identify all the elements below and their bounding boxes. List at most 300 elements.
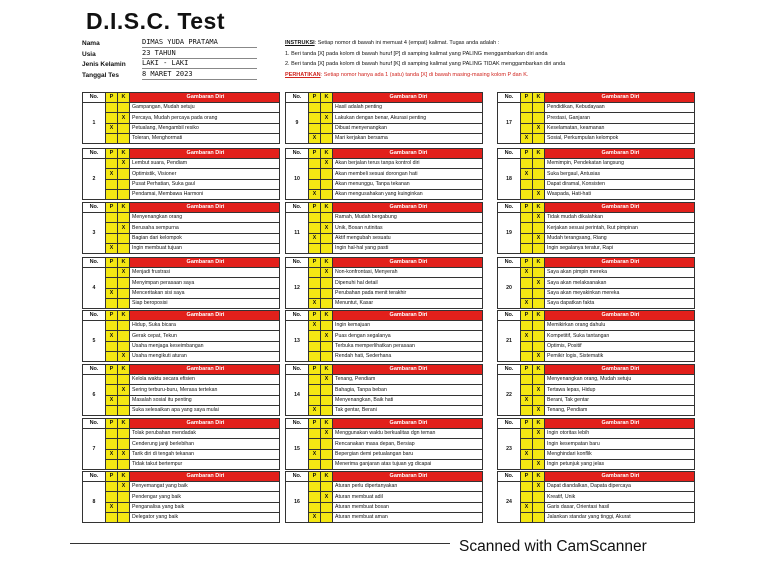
p-mark-cell[interactable]	[309, 213, 321, 223]
p-mark-cell[interactable]: X	[309, 233, 321, 243]
k-mark-cell[interactable]: X	[321, 113, 333, 123]
k-mark-cell[interactable]	[118, 512, 130, 522]
p-mark-cell[interactable]	[521, 375, 533, 385]
header-k: K	[321, 365, 333, 375]
p-mark-cell[interactable]	[309, 123, 321, 133]
header-k: K	[321, 149, 333, 159]
p-mark-cell[interactable]	[106, 512, 118, 522]
k-mark-cell[interactable]: X	[321, 375, 333, 385]
p-mark-cell[interactable]	[309, 439, 321, 449]
statement-text: Bepergian demi petualangan baru	[333, 449, 483, 459]
p-mark-cell[interactable]	[521, 103, 533, 113]
k-mark-cell[interactable]: X	[321, 492, 333, 502]
p-mark-cell[interactable]	[521, 482, 533, 492]
k-mark-cell[interactable]	[118, 189, 130, 199]
k-mark-cell[interactable]	[118, 123, 130, 133]
statement-row	[83, 502, 280, 512]
statement-row	[498, 243, 695, 253]
p-mark-cell[interactable]: X	[309, 298, 321, 308]
k-mark-cell[interactable]	[533, 298, 545, 308]
p-mark-cell[interactable]: X	[106, 169, 118, 179]
statement-row	[83, 395, 280, 405]
k-mark-cell[interactable]	[118, 331, 130, 341]
question-block-15	[285, 418, 483, 470]
p-mark-cell[interactable]	[106, 133, 118, 143]
p-mark-cell[interactable]	[309, 385, 321, 395]
k-mark-cell[interactable]: X	[533, 429, 545, 439]
k-mark-cell[interactable]	[533, 512, 545, 522]
k-mark-cell[interactable]: X	[118, 113, 130, 123]
statement-text: Jalankan standar yang tinggi, Akurat	[545, 512, 695, 522]
p-mark-cell[interactable]	[106, 375, 118, 385]
k-mark-cell[interactable]: X	[118, 223, 130, 233]
k-mark-cell[interactable]: X	[321, 268, 333, 278]
k-mark-cell[interactable]: X	[533, 385, 545, 395]
k-mark-cell[interactable]	[533, 103, 545, 113]
p-mark-cell[interactable]	[309, 395, 321, 405]
k-mark-cell[interactable]	[321, 439, 333, 449]
k-mark-cell[interactable]: X	[533, 459, 545, 469]
statement-row	[498, 341, 695, 351]
k-mark-cell[interactable]	[118, 233, 130, 243]
k-mark-cell[interactable]	[533, 179, 545, 189]
p-mark-cell[interactable]	[309, 179, 321, 189]
p-mark-cell[interactable]	[309, 429, 321, 439]
k-mark-cell[interactable]	[118, 288, 130, 298]
statement-text: Menjadi frustrasi	[130, 268, 280, 278]
p-mark-cell[interactable]: X	[309, 449, 321, 459]
p-mark-cell[interactable]	[521, 278, 533, 288]
p-mark-cell[interactable]	[521, 233, 533, 243]
statement-text: Berusaha sempurna	[130, 223, 280, 233]
p-mark-cell[interactable]: X	[521, 395, 533, 405]
statement-row	[83, 223, 280, 233]
statement-text: Unik, Bosan rutinitas	[333, 223, 483, 233]
statement-text: Menyenangkan orang, Mudah setuju	[545, 375, 695, 385]
k-mark-cell[interactable]	[533, 449, 545, 459]
p-mark-cell[interactable]	[106, 278, 118, 288]
statement-text: Ingin hal-hal yang pasti	[333, 243, 483, 253]
question-table	[285, 471, 483, 523]
k-mark-cell[interactable]	[321, 213, 333, 223]
header-no: No.	[498, 149, 521, 159]
question-block-18	[497, 148, 695, 200]
k-mark-cell[interactable]	[533, 288, 545, 298]
k-mark-cell[interactable]	[118, 395, 130, 405]
k-mark-cell[interactable]	[118, 278, 130, 288]
k-mark-cell[interactable]	[118, 439, 130, 449]
k-mark-cell[interactable]	[533, 375, 545, 385]
p-mark-cell[interactable]	[521, 113, 533, 123]
statement-row	[498, 449, 695, 459]
statement-row	[498, 123, 695, 133]
k-mark-cell[interactable]	[321, 169, 333, 179]
statement-text: Pemikir logis, Sistematik	[545, 351, 695, 361]
statement-row	[83, 341, 280, 351]
statement-text: Prestasi, Ganjaran	[545, 113, 695, 123]
statement-text: Optimis, Positif	[545, 341, 695, 351]
k-mark-cell[interactable]: X	[533, 189, 545, 199]
p-mark-cell[interactable]: X	[521, 298, 533, 308]
k-mark-cell[interactable]	[533, 223, 545, 233]
k-mark-cell[interactable]: X	[118, 385, 130, 395]
p-mark-cell[interactable]	[106, 233, 118, 243]
table-header-row	[286, 365, 483, 375]
k-mark-cell[interactable]	[533, 395, 545, 405]
p-mark-cell[interactable]: X	[521, 331, 533, 341]
question-block-24	[497, 471, 695, 523]
p-mark-cell[interactable]	[309, 375, 321, 385]
instructions-heading-rest: : Setiap nomor di bawah ini memuat 4 (empat) kalimat. Tugas anda adalah :	[314, 40, 500, 46]
p-mark-cell[interactable]	[106, 405, 118, 415]
p-mark-cell[interactable]	[309, 288, 321, 298]
k-mark-cell[interactable]	[118, 103, 130, 113]
p-mark-cell[interactable]: X	[106, 123, 118, 133]
instructions-heading-line	[285, 38, 693, 49]
k-mark-cell[interactable]	[533, 321, 545, 331]
k-mark-cell[interactable]	[118, 133, 130, 143]
statement-row	[83, 375, 280, 385]
statement-row	[286, 375, 483, 385]
statement-text: Delegator yang baik	[130, 512, 280, 522]
p-mark-cell[interactable]	[521, 405, 533, 415]
question-table	[285, 92, 483, 144]
header-statement: Gambaran Diri	[130, 472, 280, 482]
k-mark-cell[interactable]	[533, 439, 545, 449]
table-header-row	[83, 93, 280, 103]
statement-row	[498, 375, 695, 385]
header-p: P	[309, 419, 321, 429]
p-mark-cell[interactable]	[106, 341, 118, 351]
p-mark-cell[interactable]	[106, 268, 118, 278]
p-mark-cell[interactable]: X	[309, 189, 321, 199]
p-mark-cell[interactable]	[106, 439, 118, 449]
p-mark-cell[interactable]: X	[106, 243, 118, 253]
k-mark-cell[interactable]: X	[533, 482, 545, 492]
p-mark-cell[interactable]	[106, 179, 118, 189]
table-header-row	[498, 93, 695, 103]
statement-row	[286, 113, 483, 123]
k-mark-cell[interactable]	[533, 159, 545, 169]
p-mark-cell[interactable]	[106, 213, 118, 223]
question-table	[82, 418, 280, 470]
k-mark-cell[interactable]: X	[533, 405, 545, 415]
p-mark-cell[interactable]: X	[106, 449, 118, 459]
k-mark-cell[interactable]	[321, 243, 333, 253]
header-k: K	[321, 419, 333, 429]
k-mark-cell[interactable]	[533, 331, 545, 341]
k-mark-cell[interactable]	[533, 113, 545, 123]
header-p: P	[521, 419, 533, 429]
statement-text: Siap beroposisi	[130, 298, 280, 308]
p-mark-cell[interactable]	[521, 179, 533, 189]
p-mark-cell[interactable]: X	[106, 395, 118, 405]
p-mark-cell[interactable]: X	[309, 512, 321, 522]
k-mark-cell[interactable]: X	[321, 159, 333, 169]
k-mark-cell[interactable]: X	[533, 278, 545, 288]
k-mark-cell[interactable]	[321, 233, 333, 243]
k-mark-cell[interactable]	[321, 512, 333, 522]
p-mark-cell[interactable]	[106, 351, 118, 361]
k-mark-cell[interactable]: X	[321, 223, 333, 233]
statement-row	[83, 278, 280, 288]
p-mark-cell[interactable]	[309, 351, 321, 361]
table-header-row	[286, 311, 483, 321]
statement-row	[83, 321, 280, 331]
p-mark-cell[interactable]	[521, 385, 533, 395]
k-mark-cell[interactable]	[321, 321, 333, 331]
k-mark-cell[interactable]	[321, 341, 333, 351]
p-mark-cell[interactable]	[521, 159, 533, 169]
statement-row	[83, 268, 280, 278]
question-table	[285, 257, 483, 309]
statement-text: Tidak takut bertempur	[130, 459, 280, 469]
p-mark-cell[interactable]	[521, 429, 533, 439]
p-mark-cell[interactable]	[309, 502, 321, 512]
k-mark-cell[interactable]	[118, 341, 130, 351]
p-mark-cell[interactable]	[309, 331, 321, 341]
table-header-row	[83, 419, 280, 429]
k-mark-cell[interactable]: X	[118, 482, 130, 492]
k-mark-cell[interactable]: X	[118, 268, 130, 278]
p-mark-cell[interactable]	[309, 459, 321, 469]
k-mark-cell[interactable]	[321, 449, 333, 459]
k-mark-cell[interactable]	[321, 385, 333, 395]
k-mark-cell[interactable]	[321, 179, 333, 189]
statement-row	[498, 512, 695, 522]
p-mark-cell[interactable]	[309, 223, 321, 233]
p-mark-cell[interactable]	[106, 459, 118, 469]
header-no: No.	[83, 472, 106, 482]
p-mark-cell[interactable]	[106, 429, 118, 439]
k-mark-cell[interactable]	[321, 123, 333, 133]
question-table	[497, 310, 695, 362]
p-mark-cell[interactable]: X	[521, 268, 533, 278]
p-mark-cell[interactable]	[309, 492, 321, 502]
statement-row	[286, 459, 483, 469]
k-mark-cell[interactable]: X	[321, 331, 333, 341]
p-mark-cell[interactable]: X	[521, 133, 533, 143]
question-block-2	[82, 148, 280, 200]
p-mark-cell[interactable]: X	[521, 169, 533, 179]
p-mark-cell[interactable]	[521, 492, 533, 502]
statement-row	[286, 268, 483, 278]
p-mark-cell[interactable]: X	[309, 321, 321, 331]
k-mark-cell[interactable]	[118, 459, 130, 469]
p-mark-cell[interactable]: X	[106, 288, 118, 298]
p-mark-cell[interactable]	[106, 321, 118, 331]
k-mark-cell[interactable]	[321, 103, 333, 113]
k-mark-cell[interactable]	[321, 189, 333, 199]
statement-row	[498, 223, 695, 233]
question-number: 5	[83, 321, 106, 362]
header-k: K	[533, 365, 545, 375]
statement-row	[498, 321, 695, 331]
p-mark-cell[interactable]	[521, 243, 533, 253]
p-mark-cell[interactable]: X	[521, 502, 533, 512]
p-mark-cell[interactable]	[309, 278, 321, 288]
k-mark-cell[interactable]	[118, 179, 130, 189]
question-block-3	[82, 202, 280, 254]
k-mark-cell[interactable]	[533, 169, 545, 179]
statement-text: Akan menunggu, Tanpa tekanan	[333, 179, 483, 189]
statement-text: Dibuat menyenangkan	[333, 123, 483, 133]
p-mark-cell[interactable]	[106, 113, 118, 123]
k-mark-cell[interactable]	[118, 375, 130, 385]
statement-row	[498, 395, 695, 405]
statement-row	[498, 159, 695, 169]
p-mark-cell[interactable]	[309, 482, 321, 492]
header-statement: Gambaran Diri	[545, 311, 695, 321]
k-mark-cell[interactable]: X	[321, 429, 333, 439]
k-mark-cell[interactable]	[118, 429, 130, 439]
k-mark-cell[interactable]	[321, 482, 333, 492]
p-mark-cell[interactable]: X	[309, 133, 321, 143]
statement-row	[498, 189, 695, 199]
question-number: 7	[83, 429, 106, 470]
header-p: P	[521, 93, 533, 103]
p-mark-cell[interactable]	[309, 243, 321, 253]
header-p: P	[106, 203, 118, 213]
k-mark-cell[interactable]	[118, 405, 130, 415]
statement-row	[83, 103, 280, 113]
header-no: No.	[498, 311, 521, 321]
k-mark-cell[interactable]: X	[533, 351, 545, 361]
header-statement: Gambaran Diri	[130, 258, 280, 268]
p-mark-cell[interactable]	[106, 298, 118, 308]
question-table	[497, 418, 695, 470]
p-mark-cell[interactable]	[521, 213, 533, 223]
statement-row	[286, 492, 483, 502]
k-mark-cell[interactable]	[321, 459, 333, 469]
question-number: 3	[83, 213, 106, 254]
question-block-22	[497, 364, 695, 416]
p-mark-cell[interactable]: X	[106, 502, 118, 512]
k-mark-cell[interactable]: X	[533, 233, 545, 243]
k-mark-cell[interactable]: X	[118, 351, 130, 361]
question-table	[285, 148, 483, 200]
k-mark-cell[interactable]	[118, 213, 130, 223]
k-mark-cell[interactable]: X	[118, 449, 130, 459]
header-k: K	[118, 419, 130, 429]
question-block-6	[82, 364, 280, 416]
statement-text: Tenang, Pendiam	[545, 405, 695, 415]
question-table	[497, 364, 695, 416]
k-mark-cell[interactable]	[118, 321, 130, 331]
k-mark-cell[interactable]	[533, 243, 545, 253]
k-mark-cell[interactable]	[533, 133, 545, 143]
p-mark-cell[interactable]	[106, 385, 118, 395]
p-mark-cell[interactable]	[309, 159, 321, 169]
statement-text: Menyimpan perasaan saya	[130, 278, 280, 288]
statement-row	[83, 385, 280, 395]
header-no: No.	[498, 472, 521, 482]
header-statement: Gambaran Diri	[130, 311, 280, 321]
p-mark-cell[interactable]	[521, 189, 533, 199]
k-mark-cell[interactable]: X	[533, 213, 545, 223]
p-mark-cell[interactable]	[309, 268, 321, 278]
statement-row	[83, 449, 280, 459]
p-mark-cell[interactable]	[521, 321, 533, 331]
p-mark-cell[interactable]	[106, 482, 118, 492]
p-mark-cell[interactable]	[521, 351, 533, 361]
question-block-16	[285, 471, 483, 523]
table-header-row	[286, 93, 483, 103]
p-mark-cell[interactable]	[521, 459, 533, 469]
k-mark-cell[interactable]	[321, 278, 333, 288]
question-block-7	[82, 418, 280, 470]
p-mark-cell[interactable]	[521, 223, 533, 233]
p-mark-cell[interactable]: X	[309, 405, 321, 415]
k-mark-cell[interactable]	[118, 243, 130, 253]
statement-row	[83, 492, 280, 502]
p-mark-cell[interactable]	[521, 439, 533, 449]
question-block-23	[497, 418, 695, 470]
header-statement: Gambaran Diri	[130, 365, 280, 375]
p-mark-cell[interactable]	[106, 159, 118, 169]
k-mark-cell[interactable]: X	[533, 123, 545, 133]
statement-row	[83, 123, 280, 133]
p-mark-cell[interactable]	[106, 223, 118, 233]
header-p: P	[309, 258, 321, 268]
p-mark-cell[interactable]	[521, 288, 533, 298]
k-mark-cell[interactable]	[118, 492, 130, 502]
question-block-12	[285, 257, 483, 309]
p-mark-cell[interactable]	[309, 113, 321, 123]
k-mark-cell[interactable]	[533, 502, 545, 512]
p-mark-cell[interactable]	[106, 492, 118, 502]
instructions-note	[285, 70, 693, 81]
question-block-5	[82, 310, 280, 362]
statement-row	[83, 405, 280, 415]
identity-value: 23 TAHUN	[142, 49, 257, 59]
statement-text: Masalah sosial itu penting	[130, 395, 280, 405]
k-mark-cell[interactable]	[321, 298, 333, 308]
p-mark-cell[interactable]	[521, 512, 533, 522]
k-mark-cell[interactable]	[321, 405, 333, 415]
p-mark-cell[interactable]	[106, 189, 118, 199]
header-k: K	[321, 258, 333, 268]
p-mark-cell[interactable]	[309, 341, 321, 351]
table-header-row	[498, 149, 695, 159]
k-mark-cell[interactable]: X	[118, 159, 130, 169]
k-mark-cell[interactable]	[321, 133, 333, 143]
k-mark-cell[interactable]	[321, 351, 333, 361]
statement-row	[286, 482, 483, 492]
p-mark-cell[interactable]	[309, 169, 321, 179]
question-table	[497, 471, 695, 523]
p-mark-cell[interactable]: X	[521, 449, 533, 459]
k-mark-cell[interactable]	[533, 341, 545, 351]
k-mark-cell[interactable]	[321, 502, 333, 512]
p-mark-cell[interactable]	[521, 123, 533, 133]
k-mark-cell[interactable]	[533, 268, 545, 278]
p-mark-cell[interactable]	[521, 341, 533, 351]
p-mark-cell[interactable]	[106, 103, 118, 113]
instructions-line-1: 1. Beri tanda [X] pada kolom di bawah huruf [P] di samping kalimat yang PALING menggambarkan diri anda	[285, 50, 548, 57]
p-mark-cell[interactable]: X	[106, 331, 118, 341]
statement-row	[83, 113, 280, 123]
k-mark-cell[interactable]	[533, 492, 545, 502]
k-mark-cell[interactable]	[118, 298, 130, 308]
statement-text: Akan berjalan terus tanpa kontrol diri	[333, 159, 483, 169]
k-mark-cell[interactable]	[321, 395, 333, 405]
statement-row	[498, 482, 695, 492]
k-mark-cell[interactable]	[118, 169, 130, 179]
p-mark-cell[interactable]	[309, 103, 321, 113]
k-mark-cell[interactable]	[321, 288, 333, 298]
k-mark-cell[interactable]	[118, 502, 130, 512]
